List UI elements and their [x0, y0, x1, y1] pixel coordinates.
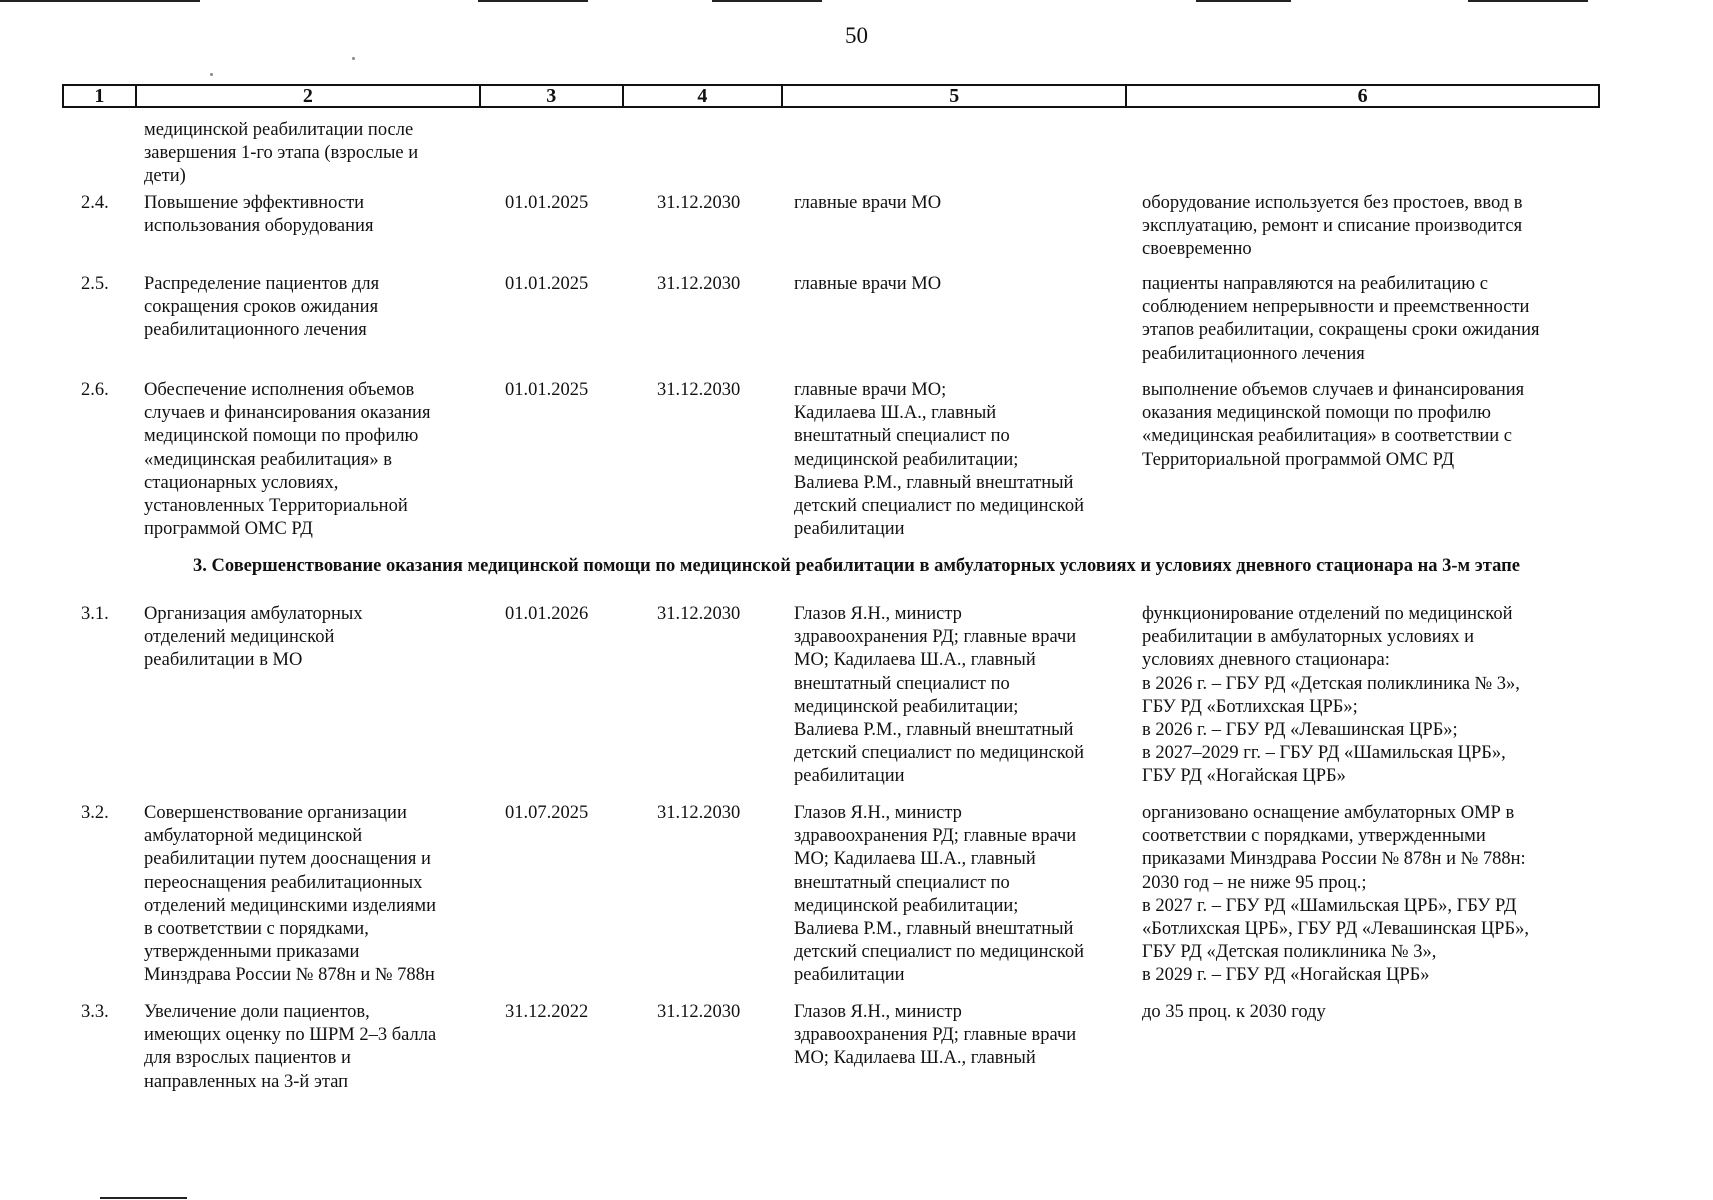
header-col-4: 4 [624, 86, 784, 106]
responsible-persons: главные врачи МО [794, 193, 942, 213]
expected-result: пациенты направляются на реабилитацию с соблюдением непрерывности и преемственности этапов реабилитации, сокращены сроки ожидания реабилитационного лечения [1142, 274, 1540, 364]
start-date: 01.01.2025 [505, 274, 589, 294]
scan-speck [352, 57, 355, 60]
end-date: 31.12.2030 [657, 380, 741, 400]
top-scan-rule [1468, 0, 1588, 2]
responsible-persons: Глазов Я.Н., министр здравоохранения РД; главные врачи МО; Кадилаева Ш.А., главный внештатный специалист по медицинской реабилитации; Валиева Р.М., главный внештатный детский специалист по медицинской реабилитации [794, 604, 1084, 787]
row-number: 3.3. [81, 1002, 109, 1022]
end-date: 31.12.2030 [657, 193, 741, 213]
expected-result: выполнение объемов случаев и финансирования оказания медицинской помощи по профилю «медицинская реабилитация» в соответствии с Территориальной программой ОМС РД [1142, 380, 1525, 470]
top-scan-rule [712, 0, 822, 2]
event-name: медицинской реабилитации после завершения 1-го этапа (взрослые и дети) [144, 120, 419, 187]
row-number: 2.6. [81, 380, 109, 400]
footnote-rule [100, 1197, 187, 1199]
event-name: Обеспечение исполнения объемов случаев и финансирования оказания медицинской помощи по профилю «медицинская реабилитация» в стационарных условиях, установленных Территориальной программой ОМС РД [144, 380, 431, 540]
expected-result: организовано оснащение амбулаторных ОМР в соответствии с порядками, утвержденными приказами Минздрава России № 878н и № 788н: 2030 год – не ниже 95 проц.; в 2027 г. – ГБУ РД «Шамильская ЦРБ», ГБУ РД «Ботлихская ЦРБ», ГБУ РД «Левашинская ЦРБ», ГБУ РД «Детская поликлиника № 3», в 2029 г. – ГБУ РД «Ногайская ЦРБ» [1142, 803, 1529, 986]
header-col-2: 2 [137, 86, 481, 106]
event-name: Повышение эффективности использования оборудования [144, 193, 374, 237]
responsible-persons: главные врачи МО [794, 274, 942, 294]
end-date: 31.12.2030 [657, 604, 741, 624]
start-date: 01.07.2025 [505, 803, 589, 823]
start-date: 01.01.2025 [505, 380, 589, 400]
table-header-row [62, 84, 1600, 108]
row-number: 3.2. [81, 803, 109, 823]
responsible-persons: Глазов Я.Н., министр здравоохранения РД; главные врачи МО; Кадилаева Ш.А., главный [794, 1002, 1077, 1069]
end-date: 31.12.2030 [657, 274, 741, 294]
start-date: 01.01.2026 [505, 604, 589, 624]
event-name: Совершенствование организации амбулаторной медицинской реабилитации путем дооснащения и переоснащения реабилитационных отделений медицинскими изделиями в соответствии с порядками, утвержденными приказами Минздрава России № 878н и № 788н [144, 803, 437, 986]
expected-result: до 35 проц. к 2030 году [1142, 1002, 1326, 1022]
end-date: 31.12.2030 [657, 1002, 741, 1022]
header-col-6: 6 [1357, 85, 1368, 107]
row-number: 3.1. [81, 604, 109, 624]
header-col-1: 1 [64, 86, 137, 106]
row-number: 2.4. [81, 193, 109, 213]
event-name: Организация амбулаторных отделений медицинской реабилитации в МО [144, 604, 363, 671]
responsible-persons: Глазов Я.Н., министр здравоохранения РД; главные врачи МО; Кадилаева Ш.А., главный внештатный специалист по медицинской реабилитации; Валиева Р.М., главный внештатный детский специалист по медицинской реабилитации [794, 803, 1084, 986]
event-name: Увеличение доли пациентов, имеющих оценку по ШРМ 2–3 балла для взрослых пациентов и направленных на 3-й этап [144, 1002, 437, 1092]
top-scan-rule [478, 0, 588, 2]
top-scan-rule [1196, 0, 1291, 2]
row-number: 2.5. [81, 274, 109, 294]
page-number: 50 [845, 23, 868, 48]
top-scan-rule [0, 0, 200, 2]
scan-speck [210, 73, 213, 76]
header-col-5: 5 [783, 86, 1127, 106]
start-date: 31.12.2022 [505, 1002, 589, 1022]
header-col-3: 3 [481, 86, 624, 106]
expected-result: функционирование отделений по медицинской реабилитации в амбулаторных условиях и условиях дневного стационара: в 2026 г. – ГБУ РД «Детская поликлиника № 3», ГБУ РД «Ботлихская ЦРБ»; в 2026 г. – ГБУ РД «Левашинская ЦРБ»; в 2027–2029 гг. – ГБУ РД «Шамильская ЦРБ», ГБУ РД «Ногайская ЦРБ» [1142, 604, 1520, 787]
end-date: 31.12.2030 [657, 803, 741, 823]
start-date: 01.01.2025 [505, 193, 589, 213]
event-name: Распределение пациентов для сокращения сроков ожидания реабилитационного лечения [144, 274, 380, 341]
responsible-persons: главные врачи МО; Кадилаева Ш.А., главный внештатный специалист по медицинской реабилитации; Валиева Р.М., главный внештатный детский специалист по медицинской реабилитации [794, 380, 1084, 540]
expected-result: оборудование используется без простоев, ввод в эксплуатацию, ремонт и списание производится своевременно [1142, 193, 1523, 260]
section-heading: 3. Совершенствование оказания медицинской помощи по медицинской реабилитации в амбулаторных условиях и условиях дневного стационара на 3-м этапе [193, 556, 1520, 576]
